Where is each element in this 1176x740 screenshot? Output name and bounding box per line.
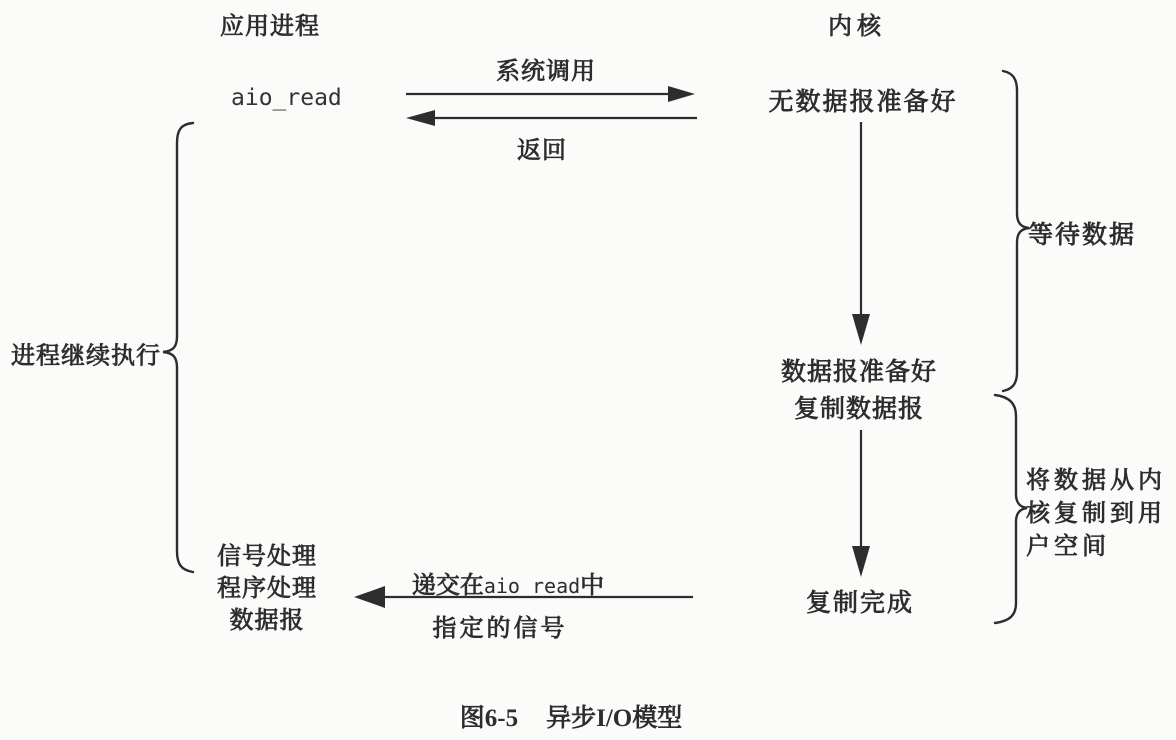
copy-to-user-line-2: 核复制到用 — [1026, 500, 1166, 527]
application-process-header: 应用进程 — [220, 13, 320, 40]
copy-datagram-line: 复制数据报 — [793, 395, 925, 423]
figure-title: 异步I/O模型 — [546, 705, 683, 732]
deliver-label-call: aio_read — [483, 574, 581, 598]
wait-data-brace — [1003, 71, 1029, 391]
syscall-arrowhead-icon — [668, 86, 695, 102]
kernel-state-copy-complete: 复制完成 — [805, 589, 915, 617]
deliver-signal-arrow-label-line2: 指定的信号 — [432, 615, 568, 642]
process-continue-brace — [163, 123, 193, 572]
copy-to-user-brace — [995, 395, 1027, 623]
kernel-header: 内核 — [828, 13, 886, 40]
datagram-ready-line: 数据报准备好 — [780, 358, 938, 386]
signal-handler-line-2: 程序处理 — [217, 575, 317, 602]
copy-arrowhead-icon — [852, 546, 870, 577]
copy-to-user-brace-label — [1026, 464, 1166, 563]
copy-to-user-line-3: 户空间 — [1026, 533, 1110, 560]
wait-data-brace-label: 等待数据 — [1028, 221, 1137, 249]
aio-read-call-label: aio_read — [231, 85, 342, 111]
copy-to-user-line-1: 将数据从内 — [1026, 467, 1166, 494]
signal-handler-block — [217, 541, 317, 637]
deliver-signal-arrow-label — [412, 565, 604, 600]
syscall-arrow-label: 系统调用 — [496, 58, 596, 85]
figure-number: 图6-5 — [459, 705, 519, 732]
return-arrow-label: 返回 — [517, 137, 567, 164]
process-continue-brace-label: 进程继续执行 — [11, 342, 161, 370]
signal-handler-line-3: 数据报 — [229, 607, 305, 634]
signal-arrowhead-icon — [354, 586, 385, 608]
figure-caption — [460, 698, 682, 734]
signal-handler-line-1: 信号处理 — [217, 543, 317, 570]
wait-data-arrowhead-icon — [852, 314, 870, 345]
deliver-label-prefix: 递交在 — [411, 572, 484, 599]
kernel-state-no-datagram: 无数据报准备好 — [768, 88, 958, 116]
kernel-state-datagram-ready — [781, 354, 937, 428]
deliver-label-suffix: 中 — [580, 572, 605, 599]
return-arrowhead-icon — [406, 110, 435, 126]
